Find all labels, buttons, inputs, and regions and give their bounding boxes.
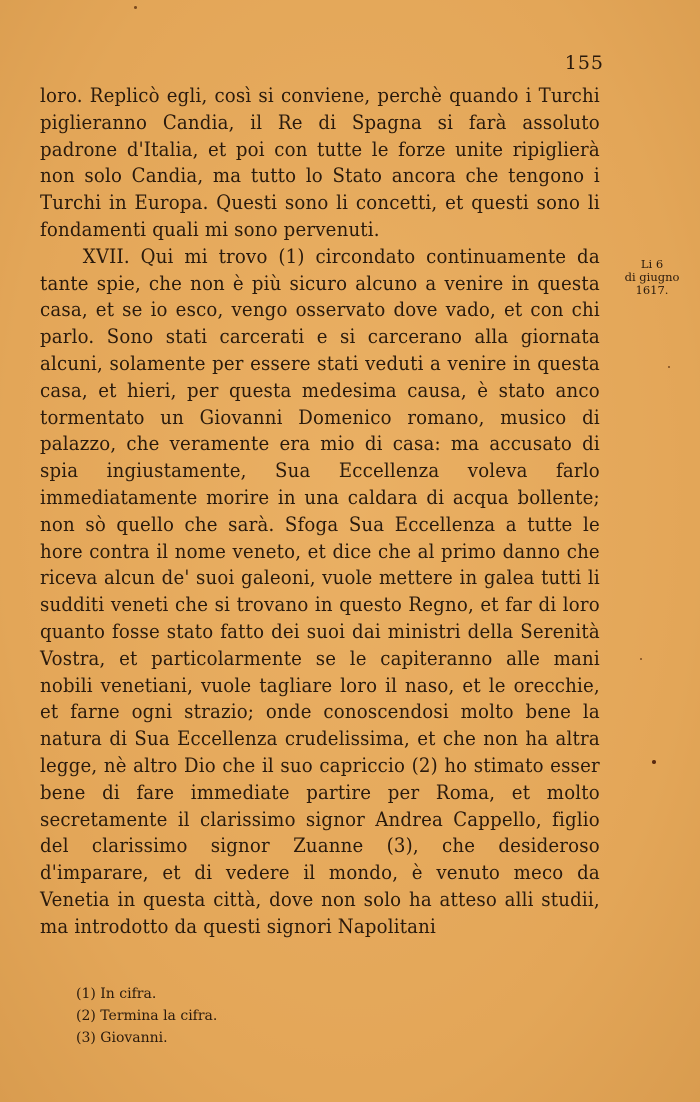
footnote: (3) Giovanni. <box>76 1030 168 1046</box>
paper-speck <box>640 658 642 660</box>
paper-speck <box>134 6 137 9</box>
footnote: (2) Termina la cifra. <box>76 1008 218 1024</box>
paragraph-xvii: XVII. Qui mi trovo (1) circondato continuamente da tante spie, che non è più sicuro alcuno a venire in questa casa, et se io esco, vengo osservato dove vado, et con chi parlo. Sono stati carcerati e si carcerano alla giornata alcuni, solamente per essere stati veduti a venire in questa casa, et hieri, per questa medesima causa, è stato anco tormentato un Giovanni Domenico romano, musico di palazzo, che veramente era mio di casa: ma accusato di spia ingiustamente, Sua Eccellenza voleva farlo immediatamente morire in una caldara di acqua bollente; non sò quello che sarà. Sfoga Sua Eccellenza a tutte le hore contra il nome veneto, et dice che al primo danno che riceva alcun de' suoi galeoni, vuole mettere in galea tutti li sudditi veneti che si trovano in questo Regno, et far di loro quanto fosse stato fatto dei suoi dai ministri della Serenità Vostra, et particolarmente se le capiteranno alle mani nobili venetiani, vuole tagliare loro il naso, et le orecchie, et farne ogni strazio; onde conoscendosi molto bene la natura di Sua Eccellenza crudelissima, et che non ha altra legge, nè altro Dio che il suo capriccio (2) ho stimato esser bene di fare immediate partire per Roma, et molto secretamente il clarissimo signor Andrea Cappello, figlio del clarissimo signor Zuanne (3), che desideroso d'imparare, et di vedere il mondo, è venuto meco da Venetia in questa città, dove non solo ha atteso alli studii, ma introdotto da questi signori Napolitani <box>40 244 600 938</box>
footnote: (1) In cifra. <box>76 986 157 1002</box>
page-number: 155 <box>564 52 604 74</box>
body-text <box>40 83 600 941</box>
footnotes <box>76 983 217 1049</box>
paper-speck <box>668 366 670 368</box>
paragraph-continuation: loro. Replicò egli, così si conviene, perchè quando i Turchi piglieranno Candia, il Re di Spagna si farà assoluto padrone d'Italia, et poi con tutte le forze unite ripiglierà non solo Candia, ma tutto lo Stato ancora che tengono i Turchi in Europa. Questi sono li concetti, et questi sono li fondamenti quali mi sono pervenuti. <box>40 84 600 241</box>
margin-date-note <box>612 258 692 297</box>
margin-note-line: di giugno <box>624 270 680 284</box>
margin-note-line: 1617. <box>635 283 669 297</box>
paper-speck <box>652 760 656 764</box>
margin-note-line: Li 6 <box>640 257 664 271</box>
